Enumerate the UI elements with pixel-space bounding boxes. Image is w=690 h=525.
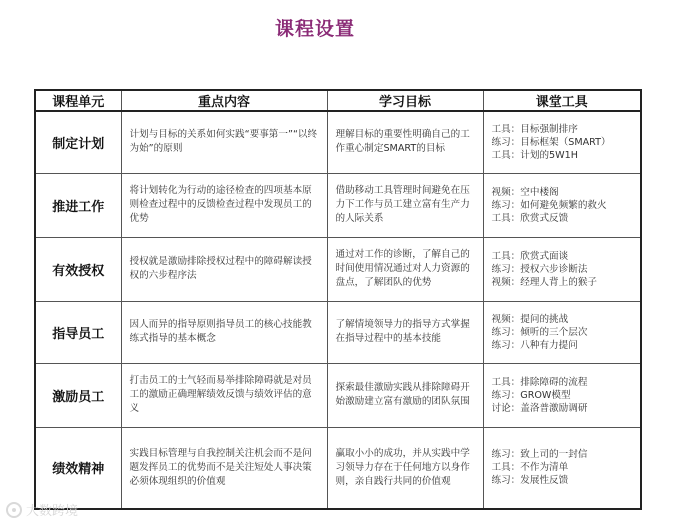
brand-logo-icon: [6, 502, 22, 518]
tool-item: 练习：致上司的一封信: [491, 449, 588, 461]
watermark-text: 大数跨境: [26, 504, 79, 519]
unit-cell: 有效授权: [35, 237, 121, 301]
tool-item: 工具：不作为清单: [491, 462, 569, 474]
table-row: [35, 111, 641, 173]
tool-item: 工具：目标强制排序: [491, 123, 578, 135]
page-title: 课程设置: [274, 18, 355, 40]
unit-cell: 绩效精神: [35, 427, 121, 509]
tool-item: 练习：授权六步诊断法: [491, 263, 588, 275]
unit-cell: 推进工作: [35, 173, 121, 237]
tool-item: 工具：计划的5W1H: [491, 149, 578, 161]
tool-item: 视频：提问的挑战: [491, 313, 569, 325]
unit-cell: 指导员工: [35, 301, 121, 363]
header-goal: 学习目标: [327, 90, 483, 111]
tool-item: 练习：八种有力提问: [491, 339, 578, 351]
watermark: [6, 500, 78, 519]
header-content: 重点内容: [121, 90, 327, 111]
tool-item: 工具：欣赏式反馈: [491, 212, 569, 224]
table-row: [35, 301, 641, 363]
table-row: [35, 173, 641, 237]
tools-cell: [483, 111, 641, 173]
table-row: [35, 363, 641, 427]
unit-cell: 制定计划: [35, 111, 121, 173]
tools-cell: [483, 237, 641, 301]
tools-cell: [483, 301, 641, 363]
tool-item: 练习：如何避免频繁的救火: [491, 199, 607, 211]
tool-item: 练习：倾听的三个层次: [491, 326, 588, 338]
goal-cell: 赢取小小的成功，并从实践中学习领导力存在于任何地方以身作则，亲自践行共同的价值观: [327, 427, 483, 509]
tool-item: 练习：GROW模型: [491, 389, 571, 401]
content-cell: 因人而异的指导原则指导员工的核心技能教练式指导的基本概念: [121, 301, 327, 363]
goal-cell: 了解情境领导力的指导方式掌握在指导过程中的基本技能: [327, 301, 483, 363]
tool-item: 视频：空中楼阁: [491, 186, 559, 198]
tool-item: 练习：目标框架（SMART）: [491, 136, 611, 148]
tool-item: 工具：欣赏式面谈: [491, 250, 569, 262]
content-cell: 打击员工的士气轻而易举排除障碍就是对员工的激励正确理解绩效反馈与绩效评估的意义: [121, 363, 327, 427]
content-cell: 授权就是激励排除授权过程中的障碍解读授权的六步程序法: [121, 237, 327, 301]
table-header-row: [35, 90, 641, 111]
content-cell: 计划与目标的关系如何实践“要事第一”“以终为始”的原则: [121, 111, 327, 173]
tools-cell: [483, 363, 641, 427]
tool-item: 讨论：盖洛普激励调研: [491, 402, 588, 414]
tool-item: 视频：经理人背上的猴子: [491, 276, 598, 288]
tool-item: 工具：排除障碍的流程: [491, 376, 588, 388]
header-unit: 课程单元: [35, 90, 121, 111]
content-cell: 实践目标管理与自我控制关注机会而不是问题发挥员工的优势而不是关注短处人事决策必须体现组织的价值观: [121, 427, 327, 509]
tools-cell: [483, 173, 641, 237]
goal-cell: 探索最佳激励实践从排除障碍开始激励建立富有激励的团队氛围: [327, 363, 483, 427]
goal-cell: 借助移动工具管理时间避免在压力下工作与员工建立富有生产力的人际关系: [327, 173, 483, 237]
course-table: [34, 89, 642, 510]
unit-cell: 激励员工: [35, 363, 121, 427]
tools-cell: [483, 427, 641, 509]
tool-item: 练习：发展性反馈: [491, 475, 569, 487]
content-cell: 将计划转化为行动的途径检查的四项基本原则检查过程中的反馈检查过程中发现员工的优势: [121, 173, 327, 237]
header-tools: 课堂工具: [483, 90, 641, 111]
goal-cell: 理解目标的重要性明确自己的工作重心制定SMART的目标: [327, 111, 483, 173]
goal-cell: 通过对工作的诊断，了解自己的时间使用情况通过对人力资源的盘点，了解团队的优势: [327, 237, 483, 301]
table-row: [35, 237, 641, 301]
table-row: [35, 427, 641, 509]
